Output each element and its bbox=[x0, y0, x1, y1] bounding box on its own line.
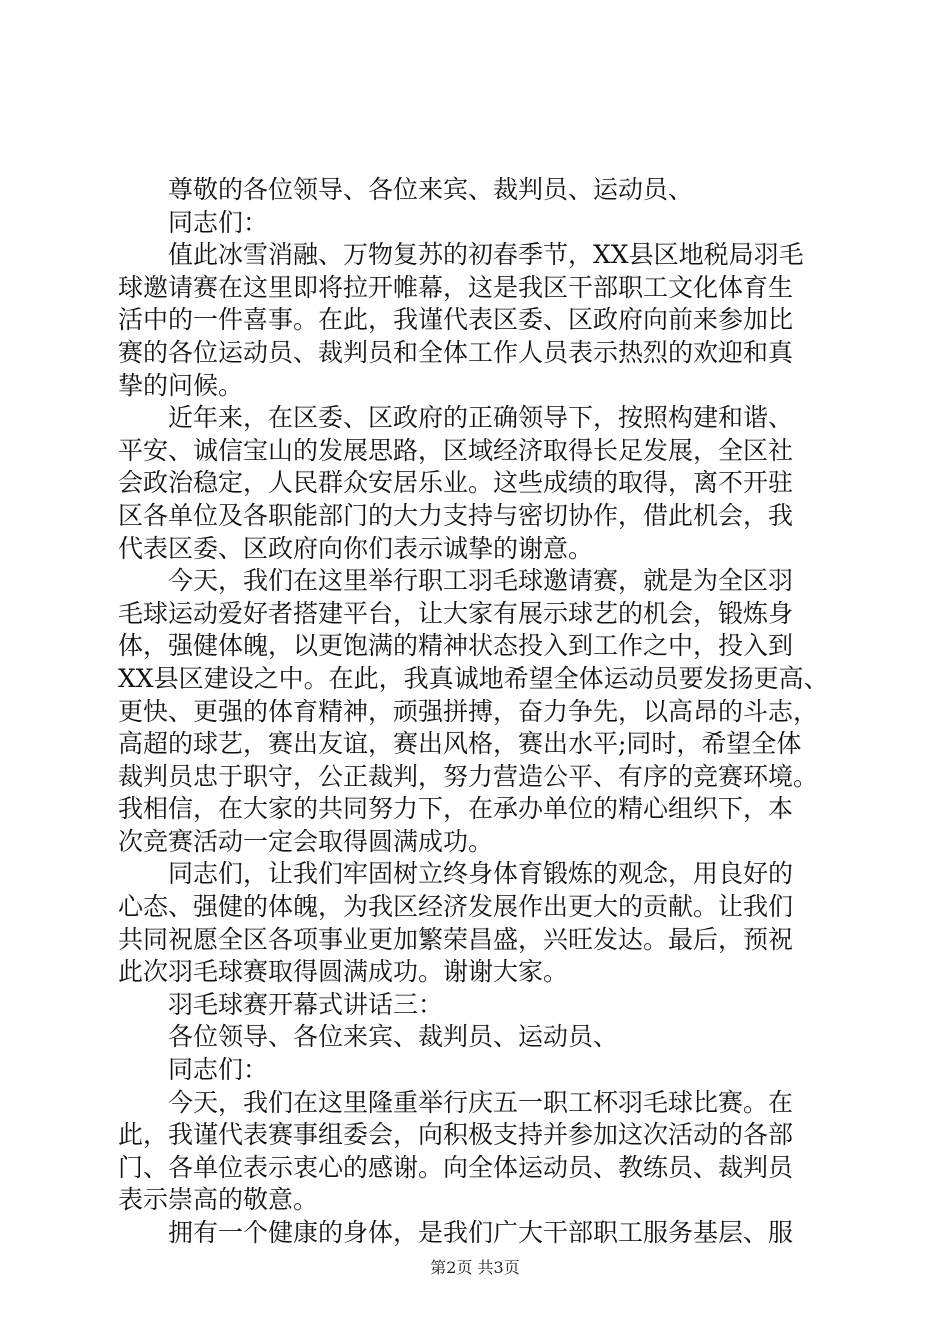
paragraph-line: 此次羽毛球赛取得圆满成功。谢谢大家。 bbox=[118, 957, 569, 987]
salutation-line: 尊敬的各位领导、各位来宾、裁判员、运动员、 bbox=[168, 175, 694, 204]
paragraph-line: 挚的问候。 bbox=[118, 370, 244, 400]
paragraph-line: 心态、强健的体魄，为我区经济发展作出更大的贡献。让我们 bbox=[118, 892, 794, 922]
paragraph-line: XX县区建设之中。在此，我真诚地希望全体运动员要发扬更高、 bbox=[118, 663, 829, 693]
paragraph-line: 今天，我们在这里隆重举行庆五一职工杯羽毛球比赛。在 bbox=[168, 1087, 794, 1117]
paragraph-line: 活中的一件喜事。在此，我谨代表区委、区政府向前来参加比 bbox=[118, 305, 794, 335]
paragraph-line: 体，强健体魄，以更饱满的精神状态投入到工作之中，投入到 bbox=[118, 631, 794, 661]
paragraph-line: 裁判员忠于职守，公正裁判，努力营造公平、有序的竞赛环境。 bbox=[118, 761, 819, 791]
paragraph-line: 代表区委、区政府向你们表示诚挚的谢意。 bbox=[118, 533, 594, 563]
paragraph-line: 高超的球艺，赛出友谊，赛出风格，赛出水平;同时，希望全体 bbox=[118, 729, 802, 759]
paragraph-line: 值此冰雪消融、万物复苏的初春季节，XX县区地税局羽毛 bbox=[168, 240, 804, 270]
document-body bbox=[118, 174, 840, 1250]
paragraph-line: 共同祝愿全区各项事业更加繁荣昌盛，兴旺发达。最后，预祝 bbox=[118, 924, 794, 954]
paragraph-line: 表示崇高的敬意。 bbox=[118, 1185, 319, 1215]
paragraph-line: 次竞赛活动一定会取得圆满成功。 bbox=[118, 826, 494, 856]
paragraph-line: 门、各单位表示衷心的感谢。向全体运动员、教练员、裁判员 bbox=[118, 1152, 794, 1182]
paragraph-line: 我相信，在大家的共同努力下，在承办单位的精心组织下，本 bbox=[118, 794, 794, 824]
salutation-line: 各位领导、各位来宾、裁判员、运动员、 bbox=[168, 1022, 619, 1052]
paragraph-line: 近年来，在区委、区政府的正确领导下，按照构建和谐、 bbox=[168, 403, 794, 433]
paragraph-line: 区各单位及各职能部门的大力支持与密切协作，借此机会，我 bbox=[118, 500, 794, 530]
paragraph-line: 会政治稳定，人民群众安居乐业。这些成绩的取得，离不开驻 bbox=[118, 468, 794, 498]
section-heading: 羽毛球赛开幕式讲话三： bbox=[168, 989, 444, 1019]
paragraph-line: 毛球运动爱好者搭建平台，让大家有展示球艺的机会，锻炼身 bbox=[118, 598, 794, 628]
paragraph-line: 今天，我们在这里举行职工羽毛球邀请赛，就是为全区羽 bbox=[168, 566, 794, 596]
paragraph-line: 赛的各位运动员、裁判员和全体工作人员表示热烈的欢迎和真 bbox=[118, 337, 794, 367]
page-number-footer: 第2页 共3页 bbox=[430, 1258, 520, 1277]
paragraph-line: 拥有一个健康的身体，是我们广大干部职工服务基层、服 bbox=[168, 1218, 794, 1247]
paragraph-line: 球邀请赛在这里即将拉开帷幕，这是我区干部职工文化体育生 bbox=[118, 272, 794, 302]
paragraph-line: 平安、诚信宝山的发展思路，区域经济取得长足发展，全区社 bbox=[118, 435, 794, 465]
paragraph-line: 同志们，让我们牢固树立终身体育锻炼的观念，用良好的 bbox=[168, 859, 794, 889]
paragraph-line: 此，我谨代表赛事组委会，向积极支持并参加这次活动的各部 bbox=[118, 1120, 794, 1150]
salutation-line: 同志们： bbox=[168, 207, 269, 237]
paragraph-line: 更快、更强的体育精神，顽强拼搏，奋力争先，以高昂的斗志， bbox=[118, 696, 819, 726]
salutation-line: 同志们： bbox=[168, 1055, 269, 1085]
